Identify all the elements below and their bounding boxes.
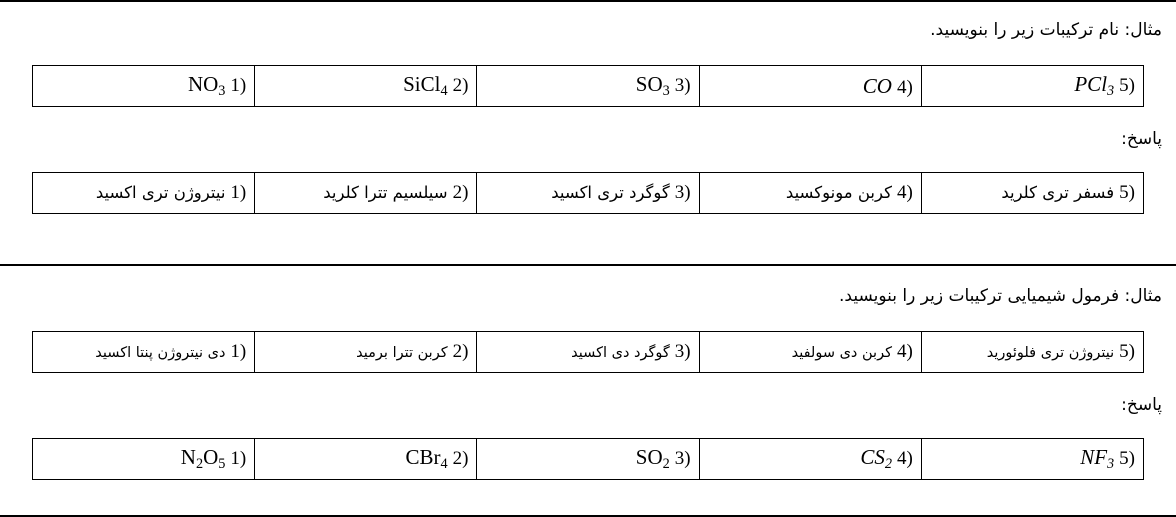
answer-text-1: نیتروژن تری اکسید xyxy=(95,182,226,202)
question-cell-4 xyxy=(699,332,921,373)
section-writing-formulas xyxy=(0,266,1176,517)
item-number-3: (3 xyxy=(674,181,691,203)
question-text-1: دی نیتروژن پنتا اکسید xyxy=(95,345,226,362)
answer-cell-1 xyxy=(33,438,255,479)
chem-formula-1: $NO_3$ xyxy=(187,72,226,100)
answer-cell-5 xyxy=(921,438,1143,479)
chem-formula-3: $SO_2$ xyxy=(635,444,670,472)
section-2-answer-label: پاسخ: xyxy=(1121,395,1162,416)
item-number-5: (5 xyxy=(1119,447,1135,469)
question-cell-3 xyxy=(477,66,699,107)
answer-cell-2 xyxy=(255,172,477,213)
question-cell-5 xyxy=(921,332,1143,373)
question-cell-2 xyxy=(255,332,477,373)
answer-cell-2 xyxy=(255,438,477,479)
item-number-1: (1 xyxy=(230,75,247,97)
item-number-4: (4 xyxy=(896,76,913,98)
item-number-3: (3 xyxy=(674,447,691,469)
item-number-1: (1 xyxy=(230,181,247,203)
question-cell-1 xyxy=(33,66,255,107)
section-1-question-table xyxy=(32,65,1144,107)
item-number-5: (5 xyxy=(1119,341,1135,363)
item-number-2: (2 xyxy=(452,447,469,469)
item-number-1: (1 xyxy=(230,341,247,363)
question-text-2: کربن تترا برمید xyxy=(356,345,448,362)
chem-formula-2: CBr$_4$ xyxy=(405,444,448,472)
answer-text-5: فسفر تری کلرید xyxy=(1001,182,1115,202)
section-2-answer-table xyxy=(32,438,1144,480)
item-number-4: (4 xyxy=(896,181,913,203)
table-row xyxy=(33,172,1144,213)
answer-cell-3 xyxy=(477,438,699,479)
item-number-5: (5 xyxy=(1119,75,1135,97)
table-row xyxy=(33,438,1144,479)
chem-formula-1: $N_2O_5$ xyxy=(180,444,226,472)
section-naming-compounds xyxy=(0,2,1176,266)
chem-formula-5: $NF_3$ xyxy=(1080,444,1115,472)
section-1-answer-label: پاسخ: xyxy=(1121,129,1162,150)
answer-cell-3 xyxy=(477,172,699,213)
item-number-3: (3 xyxy=(674,75,691,97)
question-cell-1 xyxy=(33,332,255,373)
item-number-1: (1 xyxy=(230,447,247,469)
question-cell-5 xyxy=(921,66,1143,107)
question-cell-2 xyxy=(255,66,477,107)
chem-formula-2: SiCl$_4$ xyxy=(403,72,448,100)
section-2-prompt: مثال: فرمول شیمیایی ترکیبات زیر را بنویسید. xyxy=(839,286,1162,306)
chem-formula-5: PCl$_3$ xyxy=(1074,72,1115,100)
chem-formula-4: CO xyxy=(862,73,892,98)
question-cell-3 xyxy=(477,332,699,373)
answer-cell-1 xyxy=(33,172,255,213)
answer-text-2: سیلسیم تترا کلرید xyxy=(323,182,448,202)
section-1-answer-table xyxy=(32,172,1144,214)
item-number-4: (4 xyxy=(896,341,913,363)
item-number-2: (2 xyxy=(452,75,469,97)
item-number-4: (4 xyxy=(896,447,913,469)
chem-formula-3: $SO_3$ xyxy=(635,72,670,100)
chem-formula-4: $CS_2$ xyxy=(860,444,892,472)
question-text-5: نیتروژن تری فلوئورید xyxy=(986,345,1115,362)
item-number-2: (2 xyxy=(452,341,469,363)
table-row xyxy=(33,332,1144,373)
table-row xyxy=(33,66,1144,107)
answer-cell-4 xyxy=(699,172,921,213)
item-number-2: (2 xyxy=(452,181,469,203)
item-number-3: (3 xyxy=(674,341,691,363)
question-cell-4 xyxy=(699,66,921,107)
question-text-4: کربن دی سولفید xyxy=(791,345,892,362)
section-2-question-table xyxy=(32,331,1144,373)
item-number-5: (5 xyxy=(1119,181,1135,203)
section-1-prompt: مثال: نام ترکیبات زیر را بنویسید. xyxy=(930,20,1162,40)
answer-cell-5 xyxy=(921,172,1143,213)
answer-cell-4 xyxy=(699,438,921,479)
question-text-3: گوگرد دی اکسید xyxy=(571,345,670,362)
answer-text-4: کربن مونوکسید xyxy=(785,182,892,202)
answer-text-3: گوگرد تری اکسید xyxy=(551,182,670,202)
